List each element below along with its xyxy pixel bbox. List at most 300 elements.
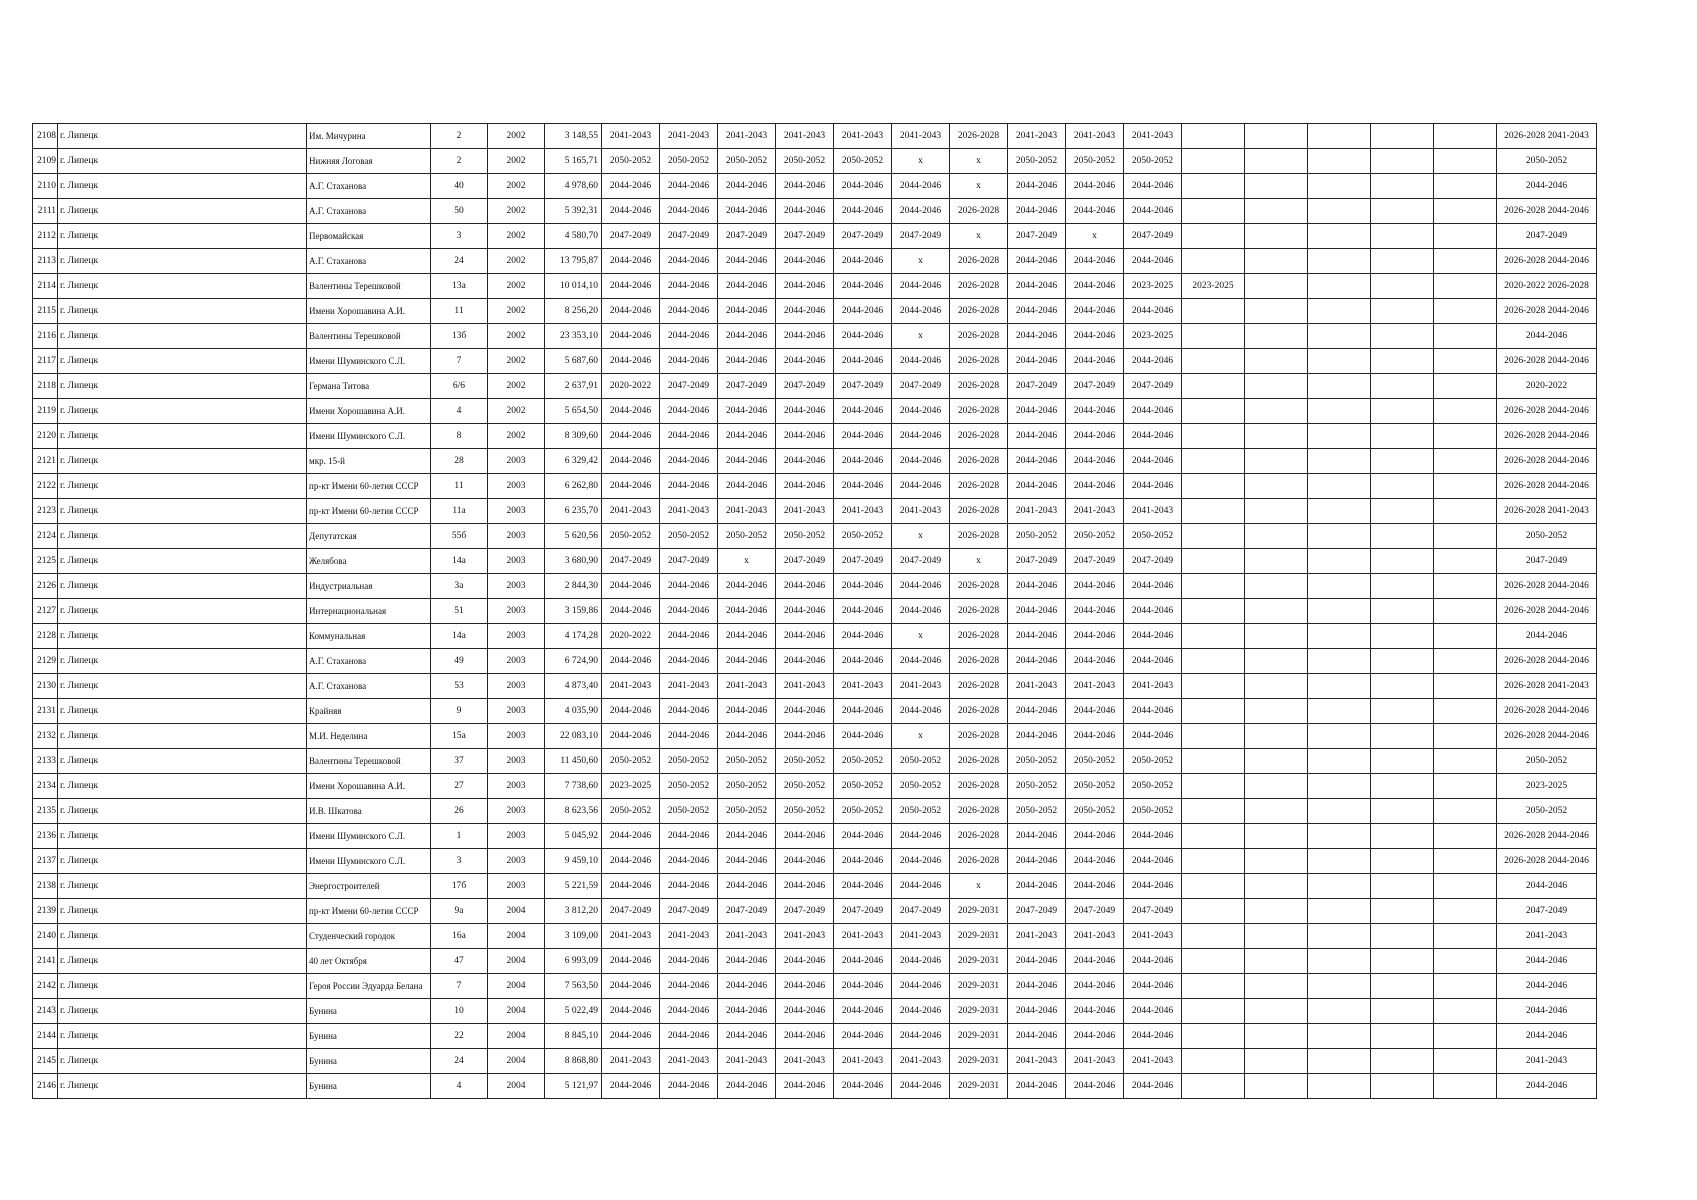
table-cell [1371, 424, 1434, 449]
table-cell: 2026-2028 [950, 599, 1008, 624]
table-cell [1434, 299, 1497, 324]
table-cell: 2118 [33, 374, 58, 399]
table-cell: 2002 [488, 399, 545, 424]
table-cell [1308, 199, 1371, 224]
register-table [32, 123, 1597, 1099]
table-cell: 2041-2043 [834, 124, 892, 149]
table-cell: г. Липецк [58, 124, 307, 149]
table-cell [1371, 624, 1434, 649]
table-cell: 2044-2046 [1124, 399, 1182, 424]
table-cell: 6 724,90 [545, 649, 602, 674]
table-cell [1245, 874, 1308, 899]
table-cell: 2047-2049 [1497, 899, 1597, 924]
table-cell: 2044-2046 [776, 1024, 834, 1049]
table-cell: 2044-2046 [602, 574, 660, 599]
table-cell: 2044-2046 [660, 274, 718, 299]
table-cell: 2026-2028 2044-2046 [1497, 599, 1597, 624]
table-cell: г. Липецк [58, 299, 307, 324]
table-cell [1434, 599, 1497, 624]
table-cell [1308, 624, 1371, 649]
table-cell [1182, 124, 1245, 149]
table-cell [1371, 299, 1434, 324]
table-cell: 2047-2049 [776, 374, 834, 399]
table-cell [1308, 924, 1371, 949]
table-cell: 2044-2046 [834, 324, 892, 349]
table-cell: 2044-2046 [602, 974, 660, 999]
table-cell: 2044-2046 [776, 724, 834, 749]
table-cell [1182, 699, 1245, 724]
table-cell: 2003 [488, 699, 545, 724]
table-cell: 2044-2046 [1066, 949, 1124, 974]
table-cell: 11а [431, 499, 488, 524]
table-cell: 5 022,49 [545, 999, 602, 1024]
table-cell: 2026-2028 2044-2046 [1497, 824, 1597, 849]
table-cell [1182, 849, 1245, 874]
table-cell [1434, 974, 1497, 999]
table-cell: 2020-2022 2026-2028 [1497, 274, 1597, 299]
table-cell: 2050-2052 [892, 799, 950, 824]
table-cell: 2047-2049 [718, 374, 776, 399]
table-row [33, 1024, 1597, 1049]
table-cell: 27 [431, 774, 488, 799]
table-cell: 2041-2043 [834, 499, 892, 524]
table-cell [1434, 249, 1497, 274]
table-cell [1371, 249, 1434, 274]
table-cell: 2044-2046 [602, 949, 660, 974]
table-cell [1371, 349, 1434, 374]
table-cell: г. Липецк [58, 424, 307, 449]
table-cell [1434, 574, 1497, 599]
table-cell: 47 [431, 949, 488, 974]
table-cell [1434, 724, 1497, 749]
table-cell: г. Липецк [58, 974, 307, 999]
table-cell: 2002 [488, 174, 545, 199]
table-cell: пр-кт Имени 60-летия СССР [307, 474, 431, 499]
table-cell: 2003 [488, 674, 545, 699]
table-row [33, 899, 1597, 924]
table-cell [1308, 599, 1371, 624]
table-cell: 2026-2028 2044-2046 [1497, 424, 1597, 449]
table-cell: 2050-2052 [1124, 774, 1182, 799]
table-cell [1245, 374, 1308, 399]
table-cell: 2117 [33, 349, 58, 374]
table-cell [1308, 949, 1371, 974]
table-cell: 2044-2046 [892, 274, 950, 299]
table-cell: 2044-2046 [1008, 324, 1066, 349]
table-cell: 2110 [33, 174, 58, 199]
table-cell: г. Липецк [58, 749, 307, 774]
table-cell [1245, 124, 1308, 149]
table-cell: 2044-2046 [892, 574, 950, 599]
table-cell: 2044-2046 [892, 999, 950, 1024]
table-cell [1371, 524, 1434, 549]
table-cell: x [892, 724, 950, 749]
table-cell [1308, 224, 1371, 249]
table-cell [1371, 824, 1434, 849]
table-cell: 2050-2052 [1008, 749, 1066, 774]
table-cell: 2026-2028 [950, 774, 1008, 799]
table-cell: 5 687,60 [545, 349, 602, 374]
table-cell: Им. Мичурина [307, 124, 431, 149]
table-cell: 2041-2043 [718, 124, 776, 149]
table-cell: 2020-2022 [602, 374, 660, 399]
table-cell: Героя России Эдуарда Белана [307, 974, 431, 999]
table-cell [1245, 1024, 1308, 1049]
table-cell: 2050-2052 [1008, 524, 1066, 549]
table-cell [1371, 399, 1434, 424]
table-cell [1434, 349, 1497, 374]
table-cell: 2041-2043 [660, 924, 718, 949]
table-cell: 2044-2046 [1124, 249, 1182, 274]
table-cell: 2002 [488, 349, 545, 374]
table-cell: 3а [431, 574, 488, 599]
table-cell: 2044-2046 [718, 874, 776, 899]
table-cell [1308, 1049, 1371, 1074]
table-cell [1245, 974, 1308, 999]
table-cell: 2050-2052 [1066, 524, 1124, 549]
table-cell: 2026-2028 2044-2046 [1497, 349, 1597, 374]
table-cell: 2041-2043 [1124, 1049, 1182, 1074]
table-cell: 2044-2046 [660, 974, 718, 999]
table-cell: 2050-2052 [602, 799, 660, 824]
table-cell: 2044-2046 [776, 349, 834, 374]
table-cell: 2047-2049 [776, 549, 834, 574]
table-row [33, 199, 1597, 224]
table-cell: 2044-2046 [776, 1074, 834, 1099]
table-cell [1371, 874, 1434, 899]
table-cell: 2044-2046 [1066, 574, 1124, 599]
table-cell: 2047-2049 [776, 899, 834, 924]
table-cell [1434, 274, 1497, 299]
table-cell: г. Липецк [58, 899, 307, 924]
table-cell: 2050-2052 [660, 149, 718, 174]
table-cell: г. Липецк [58, 1074, 307, 1099]
table-cell: 2003 [488, 499, 545, 524]
table-cell: 7 738,60 [545, 774, 602, 799]
table-cell [1434, 999, 1497, 1024]
table-cell: 2044-2046 [718, 649, 776, 674]
table-cell: 2044-2046 [1124, 349, 1182, 374]
table-cell [1308, 649, 1371, 674]
table-cell: 2023-2025 [1124, 324, 1182, 349]
table-cell: 2109 [33, 149, 58, 174]
table-cell [1371, 899, 1434, 924]
table-cell: 2044-2046 [660, 1024, 718, 1049]
table-cell: 2026-2028 2044-2046 [1497, 849, 1597, 874]
table-cell [1182, 999, 1245, 1024]
table-cell: 2044-2046 [660, 349, 718, 374]
table-cell: 2044-2046 [1066, 399, 1124, 424]
table-cell: 22 [431, 1024, 488, 1049]
table-row [33, 974, 1597, 999]
table-cell: 2050-2052 [718, 749, 776, 774]
table-cell: 2044-2046 [834, 824, 892, 849]
table-cell: г. Липецк [58, 674, 307, 699]
table-row [33, 599, 1597, 624]
table-cell: 2026-2028 2044-2046 [1497, 449, 1597, 474]
table-cell: 9 459,10 [545, 849, 602, 874]
table-cell: 2050-2052 [1066, 749, 1124, 774]
table-cell: Германа Титова [307, 374, 431, 399]
table-cell: 2044-2046 [1008, 874, 1066, 899]
table-cell [1245, 299, 1308, 324]
table-cell: г. Липецк [58, 524, 307, 549]
table-cell [1245, 174, 1308, 199]
table-cell: 2044-2046 [602, 274, 660, 299]
table-cell: 2044-2046 [1124, 849, 1182, 874]
table-cell: 2044-2046 [1008, 399, 1066, 424]
table-cell: 2026-2028 [950, 249, 1008, 274]
table-cell [1371, 849, 1434, 874]
table-cell [1434, 949, 1497, 974]
table-cell: 2002 [488, 199, 545, 224]
table-cell [1308, 799, 1371, 824]
table-cell [1371, 274, 1434, 299]
table-cell: пр-кт Имени 60-летия СССР [307, 499, 431, 524]
table-row [33, 324, 1597, 349]
table-cell: 2044-2046 [834, 999, 892, 1024]
table-cell: 2050-2052 [602, 149, 660, 174]
table-cell: 2050-2052 [776, 524, 834, 549]
table-cell [1182, 974, 1245, 999]
table-cell: 2044-2046 [602, 349, 660, 374]
table-cell: г. Липецк [58, 799, 307, 824]
table-cell [1308, 324, 1371, 349]
table-cell: 2026-2028 [950, 324, 1008, 349]
table-cell: 2044-2046 [718, 974, 776, 999]
table-cell [1182, 174, 1245, 199]
table-cell: 2003 [488, 524, 545, 549]
table-cell: 2145 [33, 1049, 58, 1074]
table-cell: 2029-2031 [950, 1049, 1008, 1074]
table-cell [1245, 899, 1308, 924]
table-cell: 2041-2043 [892, 124, 950, 149]
table-cell: 2044-2046 [660, 624, 718, 649]
table-cell: 2044-2046 [660, 174, 718, 199]
table-cell: г. Липецк [58, 174, 307, 199]
table-cell: 2123 [33, 499, 58, 524]
table-cell: 2047-2049 [1008, 224, 1066, 249]
table-cell: 2044-2046 [892, 974, 950, 999]
table-cell: 2047-2049 [602, 224, 660, 249]
table-cell: 2044-2046 [718, 824, 776, 849]
table-cell: 2044-2046 [776, 424, 834, 449]
table-cell: 2050-2052 [718, 799, 776, 824]
table-cell: г. Липецк [58, 149, 307, 174]
table-cell: 2044-2046 [660, 649, 718, 674]
table-cell: 8 623,56 [545, 799, 602, 824]
table-cell: 2044-2046 [1497, 324, 1597, 349]
table-cell: 2044-2046 [834, 349, 892, 374]
table-cell: 2041-2043 [834, 924, 892, 949]
table-cell: 2044-2046 [892, 399, 950, 424]
table-cell [1308, 249, 1371, 274]
table-cell: 2050-2052 [1497, 524, 1597, 549]
table-cell: 2050-2052 [776, 749, 834, 774]
table-cell: 2044-2046 [602, 699, 660, 724]
table-cell: 7 [431, 349, 488, 374]
table-cell [1245, 274, 1308, 299]
table-cell: 2047-2049 [892, 899, 950, 924]
table-cell: 2044-2046 [1124, 199, 1182, 224]
table-cell: г. Липецк [58, 449, 307, 474]
table-cell: 2044-2046 [834, 699, 892, 724]
table-cell: 53 [431, 674, 488, 699]
table-cell: 24 [431, 1049, 488, 1074]
table-cell: 2044-2046 [602, 399, 660, 424]
table-cell: 2050-2052 [602, 524, 660, 549]
table-cell: 2044-2046 [892, 349, 950, 374]
table-cell [1371, 774, 1434, 799]
table-cell: 5 654,50 [545, 399, 602, 424]
table-cell: 2050-2052 [1066, 774, 1124, 799]
table-row [33, 399, 1597, 424]
table-cell: 2044-2046 [834, 974, 892, 999]
table-cell [1308, 374, 1371, 399]
table-cell: 2002 [488, 224, 545, 249]
table-cell: А.Г. Стаханова [307, 249, 431, 274]
table-cell [1434, 524, 1497, 549]
table-cell: 2044-2046 [1124, 999, 1182, 1024]
table-cell: 4 873,40 [545, 674, 602, 699]
table-cell: 2047-2049 [1497, 224, 1597, 249]
table-cell: 2125 [33, 549, 58, 574]
table-cell: 2044-2046 [1124, 599, 1182, 624]
table-cell: 2044-2046 [660, 699, 718, 724]
table-cell: 2047-2049 [1497, 549, 1597, 574]
table-cell [1308, 724, 1371, 749]
table-cell: 2044-2046 [1124, 449, 1182, 474]
table-cell: 2044-2046 [1008, 849, 1066, 874]
table-cell: 2026-2028 [950, 124, 1008, 149]
table-cell [1371, 674, 1434, 699]
table-cell: 2044-2046 [892, 474, 950, 499]
table-cell: Бунина [307, 1074, 431, 1099]
table-cell: г. Липецк [58, 374, 307, 399]
table-cell: 2044-2046 [1124, 174, 1182, 199]
table-cell [1434, 399, 1497, 424]
table-cell: 2003 [488, 749, 545, 774]
table-cell: г. Липецк [58, 949, 307, 974]
table-cell: Интернациональная [307, 599, 431, 624]
table-cell: 2050-2052 [1008, 799, 1066, 824]
table-cell: г. Липецк [58, 549, 307, 574]
table-cell [1308, 149, 1371, 174]
table-cell: 2044-2046 [718, 299, 776, 324]
table-cell: 2041-2043 [1008, 924, 1066, 949]
table-cell [1434, 749, 1497, 774]
table-cell [1434, 824, 1497, 849]
table-cell: 8 845,10 [545, 1024, 602, 1049]
table-cell: 2044-2046 [1066, 824, 1124, 849]
table-cell: 2044-2046 [776, 399, 834, 424]
table-cell: 6/6 [431, 374, 488, 399]
table-cell [1245, 674, 1308, 699]
table-cell: 2044-2046 [1008, 999, 1066, 1024]
table-cell [1182, 874, 1245, 899]
table-cell [1182, 224, 1245, 249]
table-cell [1245, 399, 1308, 424]
table-cell: 2127 [33, 599, 58, 624]
table-cell: 2044-2046 [834, 474, 892, 499]
table-cell [1245, 699, 1308, 724]
table-row [33, 424, 1597, 449]
table-cell: 2047-2049 [1008, 899, 1066, 924]
table-cell: 2044-2046 [892, 449, 950, 474]
table-cell [1182, 549, 1245, 574]
table-cell [1182, 824, 1245, 849]
table-cell: 2044-2046 [660, 574, 718, 599]
table-cell [1245, 749, 1308, 774]
table-cell: 2044-2046 [602, 249, 660, 274]
table-cell [1182, 924, 1245, 949]
table-cell: 6 262,80 [545, 474, 602, 499]
table-cell: x [892, 149, 950, 174]
table-cell [1371, 799, 1434, 824]
table-cell: 2003 [488, 599, 545, 624]
table-cell: г. Липецк [58, 1049, 307, 1074]
table-cell: 2003 [488, 449, 545, 474]
table-cell: 2044-2046 [776, 574, 834, 599]
table-cell: 2047-2049 [718, 899, 776, 924]
table-cell [1434, 149, 1497, 174]
table-cell: 2044-2046 [1008, 424, 1066, 449]
table-cell: 2029-2031 [950, 924, 1008, 949]
table-cell: 2041-2043 [1008, 1049, 1066, 1074]
table-cell: 2044-2046 [776, 274, 834, 299]
table-cell: г. Липецк [58, 274, 307, 299]
table-cell: 2044-2046 [1124, 1024, 1182, 1049]
table-cell: 23 353,10 [545, 324, 602, 349]
table-cell: 2047-2049 [834, 899, 892, 924]
table-cell: 2026-2028 [950, 299, 1008, 324]
table-cell: г. Липецк [58, 724, 307, 749]
table-cell: 2023-2025 [1182, 274, 1245, 299]
table-cell: 2044-2046 [834, 424, 892, 449]
table-cell: 2138 [33, 874, 58, 899]
table-cell: 2026-2028 [950, 749, 1008, 774]
table-cell: 2044-2046 [776, 449, 834, 474]
table-cell: 2111 [33, 199, 58, 224]
table-cell: 2044-2046 [1008, 299, 1066, 324]
table-cell: 2044-2046 [776, 324, 834, 349]
table-cell: 2047-2049 [1008, 549, 1066, 574]
table-row [33, 924, 1597, 949]
table-cell: 2041-2043 [1066, 1049, 1124, 1074]
table-cell: 5 121,97 [545, 1074, 602, 1099]
table-cell: x [718, 549, 776, 574]
table-cell: x [950, 224, 1008, 249]
table-cell: 2020-2022 [1497, 374, 1597, 399]
table-cell: 2044-2046 [892, 299, 950, 324]
table-cell: 2044-2046 [1066, 299, 1124, 324]
table-cell: 2146 [33, 1074, 58, 1099]
table-cell: г. Липецк [58, 999, 307, 1024]
table-cell: 2041-2043 [776, 924, 834, 949]
table-cell: 2003 [488, 774, 545, 799]
table-cell: 2041-2043 [892, 499, 950, 524]
table-cell: 2041-2043 [660, 499, 718, 524]
table-cell: 2044-2046 [1008, 349, 1066, 374]
table-cell [1182, 324, 1245, 349]
table-cell: 10 014,10 [545, 274, 602, 299]
table-cell [1182, 299, 1245, 324]
table-cell: 4 [431, 1074, 488, 1099]
table-row [33, 799, 1597, 824]
table-cell: 2047-2049 [1124, 899, 1182, 924]
table-cell: 2044-2046 [660, 824, 718, 849]
table-cell [1371, 699, 1434, 724]
